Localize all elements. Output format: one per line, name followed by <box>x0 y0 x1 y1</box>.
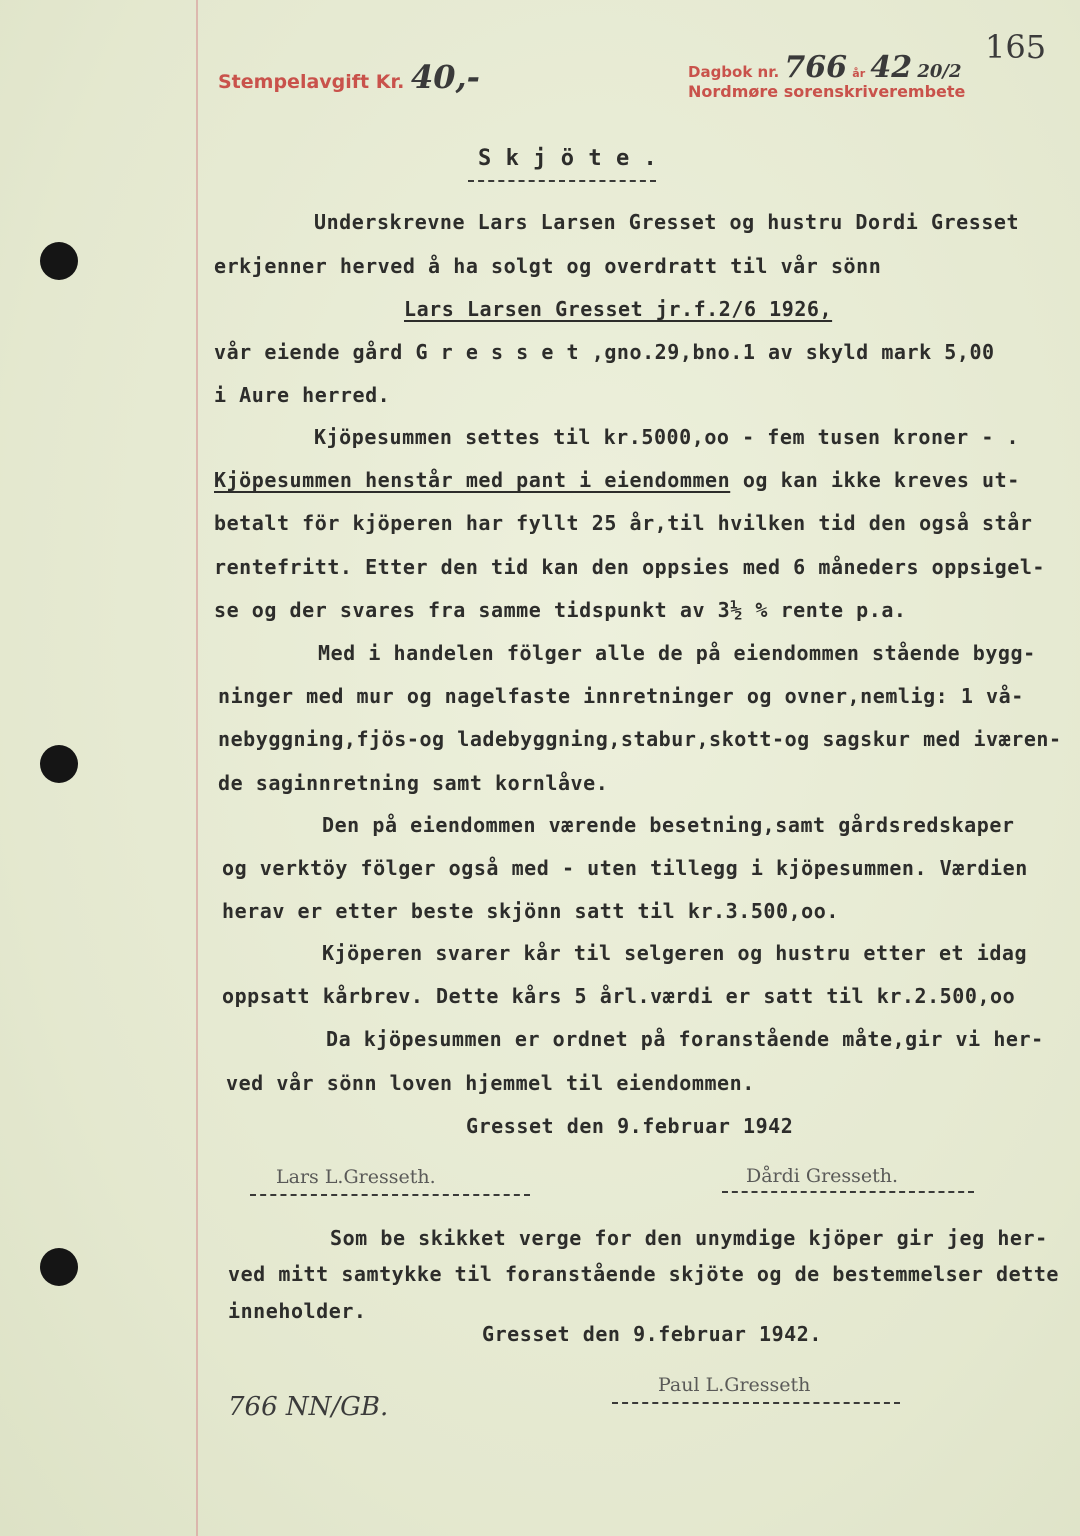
body-line-12: ninger med mur og nagelfaste innretninger og ovner,nemlig: 1 vå- <box>218 684 1024 708</box>
consent-place-date: Gresset den 9.februar 1942. <box>482 1322 822 1346</box>
body-line-20: Da kjöpesummen er ordnet på foranstående måte,gir vi her- <box>326 1027 1044 1051</box>
signature-seller-1: Lars L.Gresseth. <box>276 1166 436 1188</box>
journal-stamp <box>688 50 962 85</box>
office-stamp: Nordmøre sorenskriverembete <box>688 82 966 101</box>
body-line-19: oppsatt kårbrev. Dette kårs 5 årl.værdi er satt til kr.2.500,oo <box>222 984 1016 1008</box>
consent-line-2: ved mitt samtykke til foranstående skjöte og de bestemmelser dette <box>228 1262 1060 1286</box>
body-line-14: de saginnretning samt kornlåve. <box>218 771 609 795</box>
punch-hole-middle <box>40 745 78 783</box>
body-line-13: nebyggning,fjös-og ladebyggning,stabur,skott-og sagskur med iværen- <box>218 727 1062 751</box>
body-line-10: se og der svares fra samme tidspunkt av 3½ % rente p.a. <box>214 598 907 622</box>
body-line-9: rentefritt. Etter den tid kan den oppsies med 6 måneders oppsigel- <box>214 555 1046 579</box>
body-line-8: betalt för kjöperen har fyllt 25 år,til hvilken tid den også står <box>214 511 1033 535</box>
page-number: 165 <box>985 28 1047 66</box>
signature-line-2 <box>722 1191 974 1193</box>
body-line-17: herav er etter beste skjönn satt til kr.3.500,oo. <box>222 899 839 923</box>
punch-hole-top <box>40 242 78 280</box>
body-line-2: erkjenner herved å ha solgt og overdratt til vår sönn <box>214 254 882 278</box>
body-line-18: Kjöperen svarer kår til selgeren og hustru etter et idag <box>322 941 1028 965</box>
stamp-duty <box>218 58 480 96</box>
signature-seller-2: Dårdi Gresseth. <box>746 1165 899 1187</box>
body-line-15: Den på eiendommen værende besetning,samt gårdsredskaper <box>322 813 1015 837</box>
body-line-7 <box>214 468 1020 492</box>
place-date-line: Gresset den 9.februar 1942 <box>466 1114 794 1138</box>
punch-hole-bottom <box>40 1248 78 1286</box>
body-line-1: Underskrevne Lars Larsen Gresset og hustru Dordi Gresset <box>314 210 1020 234</box>
body-line-6: Kjöpesummen settes til kr.5000,oo - fem tusen kroner - . <box>314 425 1020 449</box>
title-underline <box>468 180 656 182</box>
body-line-11: Med i handelen fölger alle de på eiendommen stående bygg- <box>318 641 1036 665</box>
buyer-name-line: Lars Larsen Gresset jr.f.2/6 1926, <box>404 297 833 321</box>
signature-guardian: Paul L.Gresseth <box>658 1374 811 1396</box>
stamp-duty-label: Stempelavgift Kr. <box>218 71 405 93</box>
mortgage-clause-rest: og kan ikke kreves ut- <box>730 468 1020 492</box>
signature-line-3 <box>612 1402 900 1404</box>
body-line-16: og verktöy fölger også med - uten tillegg i kjöpesummen. Værdien <box>222 856 1028 880</box>
body-line-21: ved vår sönn loven hjemmel til eiendommen. <box>226 1071 755 1095</box>
journal-date: 20/2 <box>917 61 962 82</box>
mortgage-clause: Kjöpesummen henstår med pant i eiendommen <box>214 468 731 492</box>
margin-line <box>196 0 198 1536</box>
stamp-duty-amount: 40,- <box>410 58 480 96</box>
signature-line-1 <box>250 1194 530 1196</box>
journal-label: Dagbok nr. <box>688 63 780 81</box>
journal-year: 42 <box>870 50 913 85</box>
consent-line-3: inneholder. <box>228 1299 367 1323</box>
body-line-4: vår eiende gård G r e s s e t ,gno.29,bno.1 av skyld mark 5,00 <box>214 340 995 364</box>
journal-number: 766 <box>784 50 848 85</box>
journal-year-label: år <box>852 67 866 80</box>
body-line-5: i Aure herred. <box>214 383 391 407</box>
document-title: S k j ö t e . <box>478 146 658 171</box>
consent-line-1: Som be skikket verge for den unymdige kjöper gir jeg her- <box>330 1226 1048 1250</box>
margin-note: 766 NN/GB. <box>228 1392 389 1422</box>
